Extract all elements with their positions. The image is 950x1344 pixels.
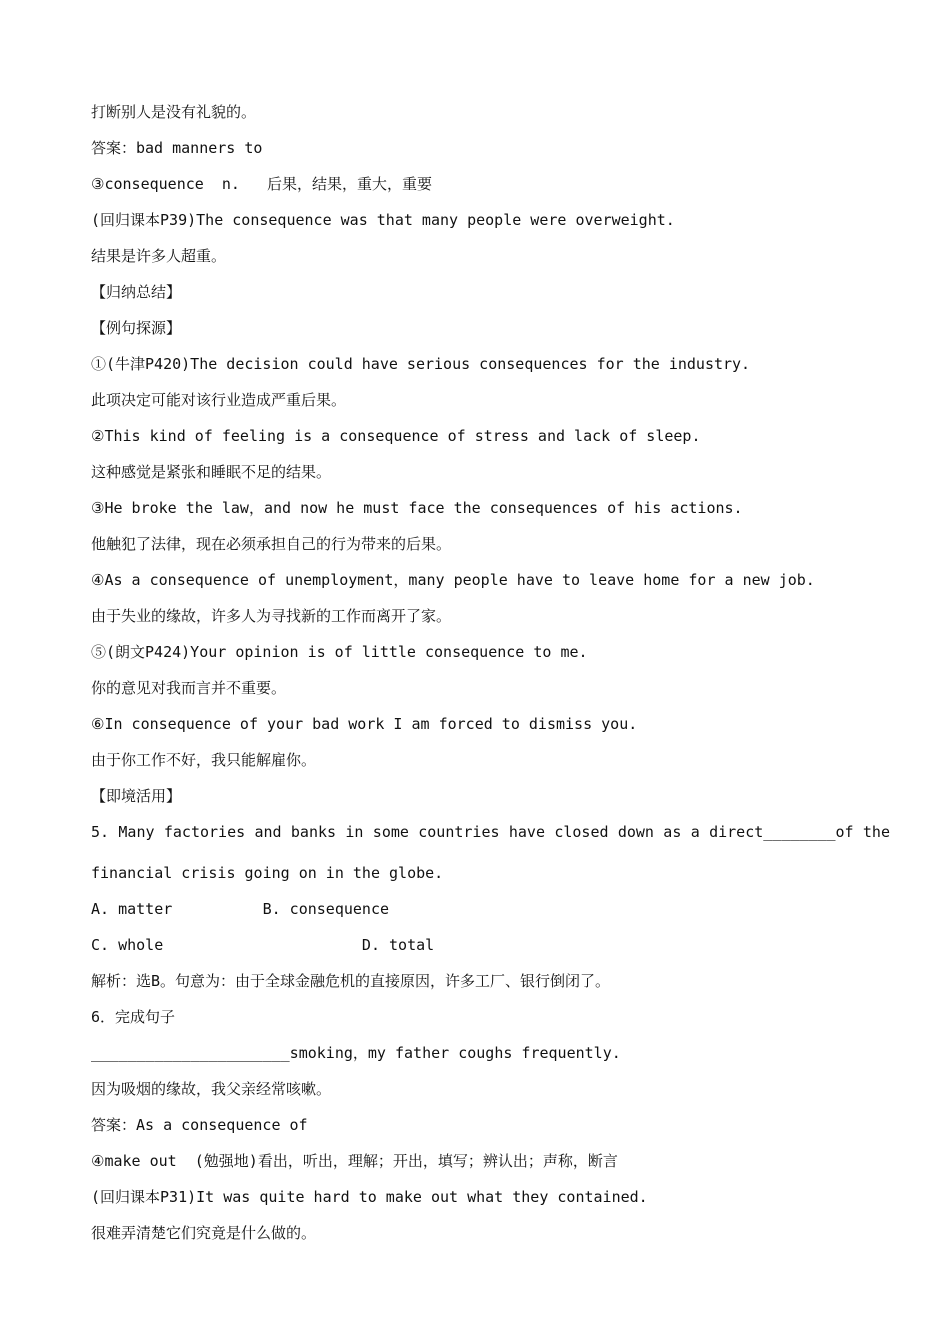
answer-options: C. whole D. total: [91, 936, 435, 954]
translation-line: 此项决定可能对该行业造成严重后果。: [91, 391, 347, 409]
example-sentence: ④As a consequence of unemployment，many people have to leave home for a new job.: [91, 571, 815, 589]
vocab-entry: ③consequence n. 后果，结果，重大，重要: [91, 175, 433, 193]
example-sentence: ②This kind of feeling is a consequence of stress and lack of sleep.: [91, 427, 701, 445]
translation-line: 因为吸烟的缘故，我父亲经常咳嗽。: [91, 1080, 332, 1098]
example-sentence: (回归课本P39)The consequence was that many people were overweight.: [91, 211, 675, 229]
section-heading: 【归纳总结】: [91, 283, 182, 301]
example-sentence: ③He broke the law，and now he must face the consequences of his actions.: [91, 499, 743, 517]
answer-line: 答案：bad manners to: [91, 139, 263, 157]
translation-line: 这种感觉是紧张和睡眠不足的结果。: [91, 463, 332, 481]
translation-line: 由于失业的缘故，许多人为寻找新的工作而离开了家。: [91, 607, 452, 625]
vocab-entry: ④make out (勉强地)看出，听出，理解；开出，填写；辨认出；声称，断言: [91, 1152, 618, 1170]
section-heading: 【即境活用】: [91, 787, 182, 805]
example-sentence: ⑥In consequence of your bad work I am forced to dismiss you.: [91, 715, 638, 733]
translation-line: 你的意见对我而言并不重要。: [91, 679, 287, 697]
answer-options: A. matter B. consequence: [91, 900, 390, 918]
example-sentence: ⑤(朗文P424)Your opinion is of little consequence to me.: [91, 643, 588, 661]
translation-line: 他触犯了法律，现在必须承担自己的行为带来的后果。: [91, 535, 452, 553]
text-line: 打断别人是没有礼貌的。: [91, 103, 257, 121]
example-sentence: ①(牛津P420)The decision could have serious consequences for the industry.: [91, 355, 751, 373]
question-stem-continued: financial crisis going on in the globe.: [91, 864, 444, 882]
translation-line: 很难弄清楚它们究竟是什么做的。: [91, 1224, 317, 1242]
answer-line: 答案：As a consequence of: [91, 1116, 308, 1134]
explanation-line: 解析：选B。句意为：由于全球金融危机的直接原因，许多工厂、银行倒闭了。: [91, 972, 611, 990]
question-title: 6．完成句子: [91, 1008, 176, 1026]
translation-line: 由于你工作不好，我只能解雇你。: [91, 751, 317, 769]
translation-line: 结果是许多人超重。: [91, 247, 227, 265]
fill-blank-sentence: ______________________smoking，my father coughs frequently.: [91, 1044, 621, 1062]
section-heading: 【例句探源】: [91, 319, 182, 337]
example-sentence: (回归课本P31)It was quite hard to make out what they contained.: [91, 1188, 648, 1206]
question-stem: 5. Many factories and banks in some countries have closed down as a direct________of the: [91, 823, 890, 841]
